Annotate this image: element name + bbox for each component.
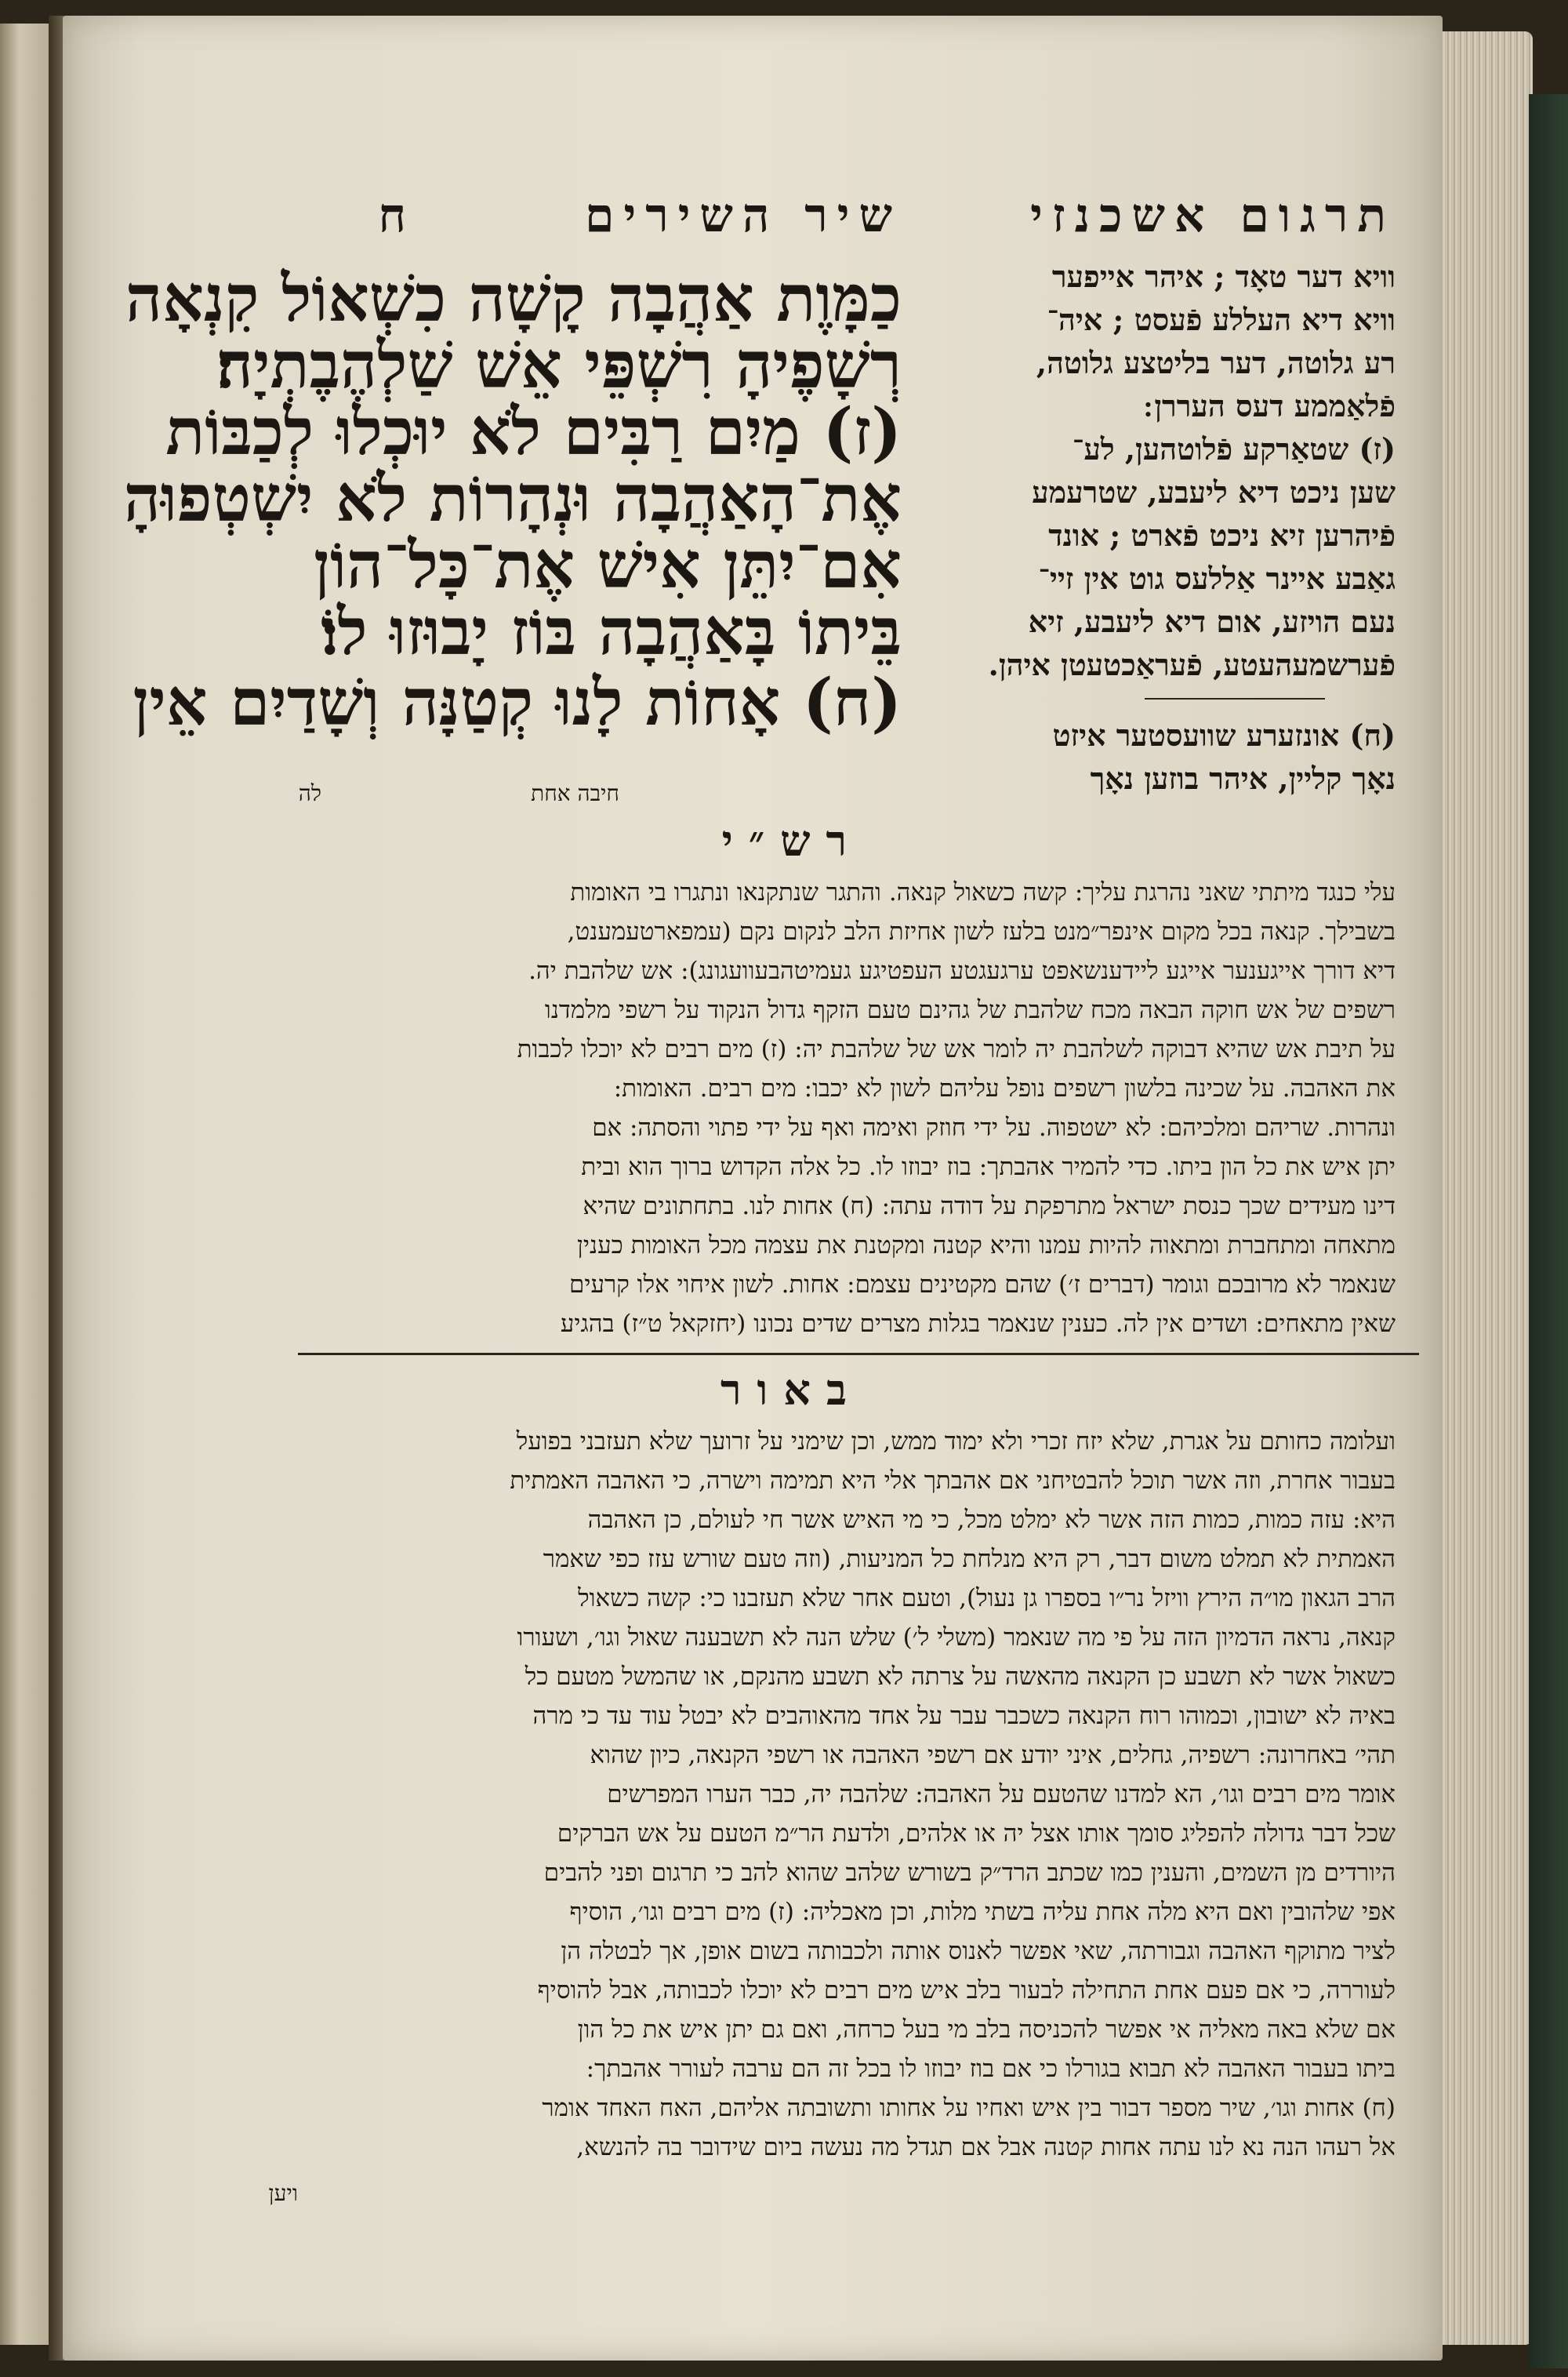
translation-line: (ח) אונזערע שוועסטער איזט — [1052, 718, 1396, 753]
translation-divider — [1145, 698, 1325, 700]
book-page — [63, 16, 1443, 2361]
translation-line: רע גלוטה, דער בליטצע גלוטה, — [1036, 345, 1396, 380]
rashi-line: ונהרות. שריהם ומלכיהם: לא ישטפוה. על ידי חוזק ואימה ואף על ידי פתוי והסתה: אם — [592, 1114, 1396, 1142]
translation-line: פֿלאַממע דעס העררן ׃ — [1144, 388, 1396, 423]
rashi-line: בשבילך. קנאה בכל מקום אינפר״מנט בלעז לשון אחיזת הלב לנקום נקם (עמפארטעמענט, — [567, 918, 1396, 946]
biur-title: באור — [720, 1365, 862, 1415]
book-gutter — [49, 16, 64, 2361]
catchword-left: לה — [298, 780, 321, 806]
main-text-line: אִם־יִתֵּן אִישׁ אֶת־כָּל־הוֹן — [314, 528, 902, 603]
biur-line: אל רעהו הנה נא לנו עתה אחות קטנה אבל אם תגדל מה נעשה ביום שידובר בה להנשא, — [576, 2133, 1396, 2161]
rashi-line: עלי כנגד מיתתי שאני נהרגת עליך: קשה כשאול קנאה. והתגר שנתקנאו ונתגרו בי האומות — [570, 878, 1396, 907]
biur-line: בעבור אחרת, וזה אשר תוכל להבטיחני אם אהבתך אלי היא תמימה וישרה, כי האהבה האמתית — [510, 1467, 1396, 1495]
biur-line: קנאה, נראה הדמיון הזה על פי מה שנאמר (משלי ל׳) שלש הנה לא תשבענה שאול וגו׳, ושעורו — [517, 1623, 1396, 1652]
biur-line: ועלומה כחותם על אגרת, שלא יזח זכרי ולא ימוד ממש, וכן שימני על זרועך שלא תעזבני בפועל — [516, 1427, 1396, 1456]
biur-line: כשאול אשר לא תשבע כן הקנאה מהאשה על צרתה לא תשבע מהנקם, או שהמשל מטעם כל — [524, 1663, 1396, 1691]
translation-line: שען ניכט דיא ליעבע, שטרעמע — [1032, 474, 1396, 510]
rashi-line: דיא דורך אייגענער אייגע ליידענשאפט ערגעגטע העפטיגע געמיטהבעוועגונג): אש שלהבת יה. — [528, 957, 1396, 985]
main-text-line: (ח) אָחוֹת לָנוּ קְטַנָּה וְשָׁדַיִם אֵין — [132, 665, 902, 740]
catchword-right: חיבה אחת — [531, 780, 619, 806]
rashi-line: שאין מתאחים: ושדים אין לה. כענין שנאמר בגלות מצרים שדים נכונו (יחזקאל ט״ז) בהגיע — [560, 1310, 1396, 1338]
main-text-line: רְשָׁפֶיהָ רִשְׁפֵּי אֵשׁ שַׁלְהֶבֶתְיָה׃ — [216, 328, 902, 403]
header-left-title: תרגום אשכנזי — [1030, 188, 1396, 243]
translation-line: וויא דער טאָד ; איהר אייפער — [1051, 259, 1396, 294]
biur-line: הרב הגאון מו״ה הירץ וויזל נר״ו בספרו גן נעול), וטעם אחר שלא תעזבנו כי: קשה כשאול — [578, 1584, 1396, 1612]
biur-line: אפי שלהובין ואם היא מלה אחת עליה בשתי מלות, וכן מאכליה: (ז) מים רבים וגו׳, הוסיף — [569, 1898, 1396, 1926]
biur-line: לעוררה, כי אם פעם אחת התחילה לבעור בלב איש מים רבים לא יוכלו לכבותה, אבל להוסיף — [537, 1976, 1396, 2004]
translation-line: וויא דיא העללע פֿעסט ; איה־ — [1047, 302, 1396, 337]
page-fore-edge — [1439, 31, 1533, 2345]
left-page-edge — [0, 24, 49, 2345]
rashi-line: רשפים של אש חוקה הבאה מכח שלהבת של גהינם טעם הזקף גדול הנקוד על רשפי מלמדנו — [544, 996, 1396, 1024]
biur-line: שכל דבר גדולה להפליג סומך אותו אצל יה או אלהים, ולדעת הר״מ הטעם על אש הברקים — [557, 1819, 1396, 1848]
rashi-line: דינו מעידים שכך כנסת ישראל מתרפקת על דודה עתה: (ח) אחות לנו. בתחתונים שהיא — [583, 1192, 1396, 1220]
biur-line: תהי׳ באחרונה: רשפיה, גחלים, איני יודע אם רשפי האהבה או רשפי הקנאה, כיון שהוא — [590, 1741, 1396, 1769]
rashi-line: שנאמר לא מרובכם וגומר (דברים ז׳) שהם מקטינים עצמם: אחות. לשון איחוי אלו קרעים — [568, 1270, 1396, 1299]
rashi-title: רש״י — [721, 816, 862, 866]
translation-line: נעם הויזע, אום דיא ליעבע, זיא — [1028, 604, 1396, 639]
biur-line: באיה לא ישובון, וכמוהו רוח הקנאה כשכבר עבר על אחד מהאוהבים לא יבטל עוד עד כי מרה — [532, 1702, 1396, 1730]
translation-line: נאָך קליין, איהר בוזען נאָך — [1090, 761, 1396, 796]
translation-line: גאַבע איינר אַללעס גוט אין זיי־ — [1038, 561, 1396, 596]
translation-line: פֿיהרען זיא ניכט פֿארט ; אונד — [1048, 518, 1396, 553]
translation-line: (ז) שטאַרקע פֿלוטהען, לע־ — [1072, 431, 1396, 467]
biur-catchword: ויען — [268, 2180, 298, 2206]
main-text-line: כַמָּוֶת אַהֲבָה קָשָׁה כִשְׁאוֹל קִנְאָה — [125, 261, 902, 336]
main-text-line: (ז) מַיִם רַבִּים לֹא יוּכְלוּ לְכַבּוֹת — [165, 394, 902, 470]
biur-line: האמתית לא תמלט משום דבר, רק היא מנלחת כל המניעות, (וזה טעם שורש עזז כפי שאמר — [543, 1545, 1396, 1573]
section-divider — [298, 1353, 1419, 1355]
rashi-line: את האהבה. על שכינה בלשון רשפים נופל עליהם לשון לא יכבו: מים רבים. האומות: — [613, 1074, 1396, 1103]
main-text-line: בֵּיתוֹ בָּאַהֲבָה בּוֹז יָבוּזוּ לוֹ׃ — [321, 594, 902, 670]
rashi-line: מתאחה ומתחברת ומתאוה להיות עמנו והיא קטנה ומקטנת את עצמה מכל האומות כענין — [577, 1231, 1396, 1259]
translation-line: פֿערשמעהעטע, פֿעראַכטעטן איהן. — [988, 647, 1396, 682]
rashi-line: יתן איש את כל הון ביתו. כדי להמיר אהבתך: בוז יבוזו לו. כל אלה הקדוש ברוך הוא ובית — [581, 1153, 1396, 1181]
biur-line: (ח) אחות וגו׳, שיר מספר דבור בין איש ואחיו על אחותו ותשובתה אליהם, האח האחד אומר — [542, 2094, 1396, 2122]
biur-line: היא: עזה כמות, כמות הזה אשר לא ימלט מכל, כי מי האיש אשר חי לעולם, כן האהבה — [587, 1506, 1396, 1534]
main-text-line: אֶת־הָאַהֲבָה וּנְהָרוֹת לֹא יִשְׁטְפוּהָ — [123, 461, 902, 536]
biur-line: היורדים מן השמים, והענין כמו שכתב הרד״ק בשורש שלהב שהוא להב כי תרגום ופני להבים — [543, 1859, 1396, 1887]
cover-board — [1529, 94, 1568, 2368]
biur-line: לציר מתוקף האהבה וגבורתה, שאי אפשר לאנוס אותה ולכבותה בשום אופן, אך לבטלה הן — [561, 1937, 1396, 1965]
header-chapter: ח — [378, 188, 416, 243]
biur-line: אם שלא באה מאליה אי אפשר להכניסה בלב מי בעל כרחה, ואם גם יתן איש את כל הון — [577, 2015, 1396, 2044]
biur-line: אומר מים רבים וגו׳, הא למדנו שהטעם על האהבה: שלהבה יה, כבר הערו המפרשים — [607, 1780, 1396, 1808]
rashi-line: על תיבת אש שהיא דבוקה לשלהבת יה לומר אש של שלהבת יה: (ז) מים רבים לא יוכלו לכבות — [517, 1035, 1396, 1063]
header-right-title: שיר השירים — [585, 188, 902, 243]
biur-line: ביתו בעבור האהבה לא תבוא בגורלו כי אם בוז יבוזו לו בכל זה הם ערבה לעורר אהבתך: — [586, 2055, 1396, 2083]
